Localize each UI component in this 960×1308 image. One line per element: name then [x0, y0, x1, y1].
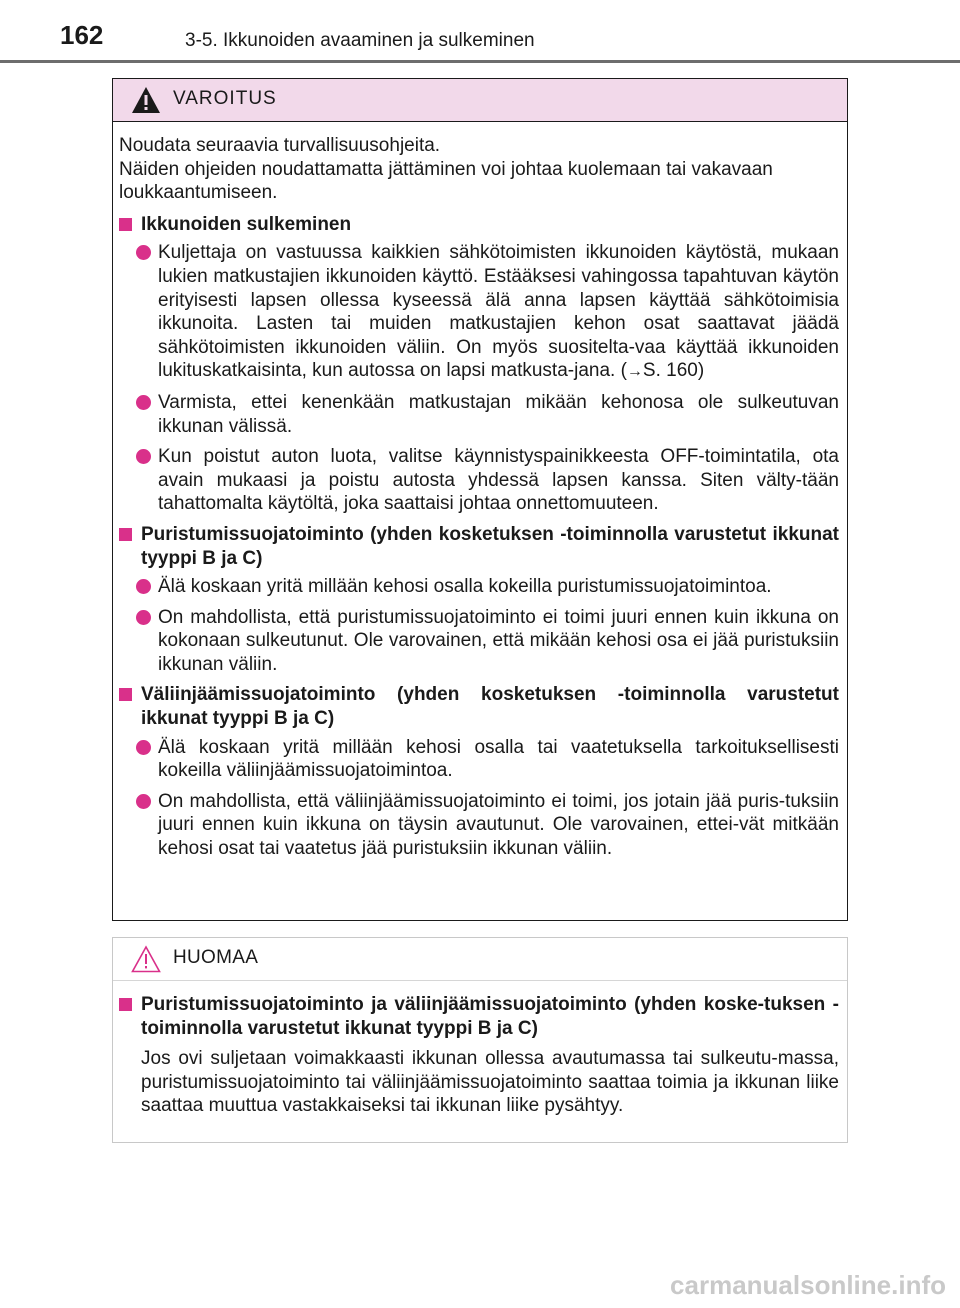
notice-box [112, 937, 848, 1143]
warning-body [113, 122, 847, 861]
page-reference[interactable]: S. 160) [642, 360, 705, 382]
section-window-closing [119, 213, 839, 516]
page-number: 162 [60, 20, 104, 50]
warning-triangle-icon [131, 86, 161, 114]
warning-intro [119, 134, 839, 205]
round-bullet-icon [136, 740, 151, 755]
notice-header [113, 938, 847, 981]
warning-header [113, 79, 847, 122]
round-bullet-icon [136, 245, 151, 260]
section-title-window-closing: Ikkunoiden sulkeminen [119, 213, 839, 237]
round-bullet-icon [136, 449, 151, 464]
section-title-catch-protection: Väliinjäämissuojatoiminto (yhden kosketuksen -toiminnolla varustetut ikkunat tyyppi B ja C) [119, 683, 839, 730]
page-header [0, 0, 960, 62]
square-bullet-icon [119, 688, 132, 701]
arrow-reference-icon: → [626, 363, 643, 381]
round-bullet-icon [136, 395, 151, 410]
square-bullet-icon [119, 998, 132, 1011]
notice-title: Puristumissuojatoiminto ja väliinjäämissuojatoiminto (yhden koske-tuksen -toiminnolla varustetut ikkunat tyyppi B ja C) [119, 993, 839, 1040]
warning-box [112, 78, 848, 921]
section-title: 3-5. Ikkunoiden avaaminen ja sulkeminen [185, 30, 535, 51]
section-title-jam-protection: Puristumissuojatoiminto (yhden kosketuksen -toiminnolla varustetut ikkunat tyyppi B ja C) [119, 523, 839, 570]
round-bullet-icon [136, 579, 151, 594]
round-bullet-icon [136, 794, 151, 809]
list-item: Kun poistut auton luota, valitse käynnistyspainikkeesta OFF-toimintatila, ota avain mukaasi ja poistu autosta yhdessä lapsen kanssa. Siten välty-tään tahattomalta käytöltä, joka saattaisi johtaa onnettomuuteen. [119, 445, 839, 516]
header-divider [0, 60, 960, 63]
square-bullet-icon [119, 528, 132, 541]
list-item: On mahdollista, että puristumissuojatoiminto ei toimi juuri ennen kuin ikkuna on kokonaan sulkeutunut. Ole varovainen, että mikään kehosi osa ei jää puristuksiin ikkunan väliin. [119, 606, 839, 677]
list-item: Älä koskaan yritä millään kehosi osalla tai vaatetuksella tarkoituksellisesti kokeilla väliinjäämissuojatoimintoa. [119, 736, 839, 783]
section-catch-protection [119, 683, 839, 860]
section-jam-protection [119, 523, 839, 677]
list-item: Kuljettaja on vastuussa kaikkien sähkötoimisten ikkunoiden käytöstä, mukaan lukien matkustajien ikkunoiden käyttö. Estääksesi vahingossa tapahtuvan käytön erityisesti lapsen ollessa kyseessä älä anna lapsen käyttää sähkötoimisia ikkunoita. Lasten tai muiden matkustajien kehon osat saattavat jäädä sähkötoimisten ikkunoiden väliin. On myös suositelta-vaa käyttää ikkunoiden lukituskatkaisinta, kun autossa on lapsi matkusta-jana. (→S. 160) [119, 241, 839, 384]
notice-text: Jos ovi suljetaan voimakkaasti ikkunan ollessa avautumassa tai sulkeutu-massa, puristumissuojatoiminto tai väliinjäämissuojatoiminto saattaa toimia ja ikkunan liike saattaa muuttua vastakkaiseksi tai ikkunan liike pysähtyy. [141, 1048, 839, 1117]
list-item: On mahdollista, että väliinjäämissuojatoiminto ei toimi, jos jotain jää puris-tuksiin juuri ennen kuin ikkuna on täysin avautunut. Ole varovainen, ettei-vät mitkään kehosi osat tai vaatetus jää puristuksiin ikkunan väliin. [119, 790, 839, 861]
list-item: Varmista, ettei kenenkään matkustajan mikään kehonosa ole sulkeutuvan ikkunan välissä. [119, 391, 839, 438]
list-item: Älä koskaan yritä millään kehosi osalla kokeilla puristumissuojatoimintoa. [119, 575, 839, 599]
intro-line: Noudata seuraavia turvallisuusohjeita. [119, 135, 441, 156]
notice-triangle-icon [131, 945, 161, 973]
notice-label: HUOMAA [173, 947, 259, 968]
warning-label: VAROITUS [173, 88, 277, 109]
round-bullet-icon [136, 610, 151, 625]
square-bullet-icon [119, 218, 132, 231]
intro-line: Näiden ohjeiden noudattamatta jättäminen voi johtaa kuolemaan tai vakavaan loukkaantumiseen. [119, 158, 773, 204]
watermark: carmanualsonline.info [670, 1270, 946, 1300]
notice-body [113, 981, 847, 1118]
